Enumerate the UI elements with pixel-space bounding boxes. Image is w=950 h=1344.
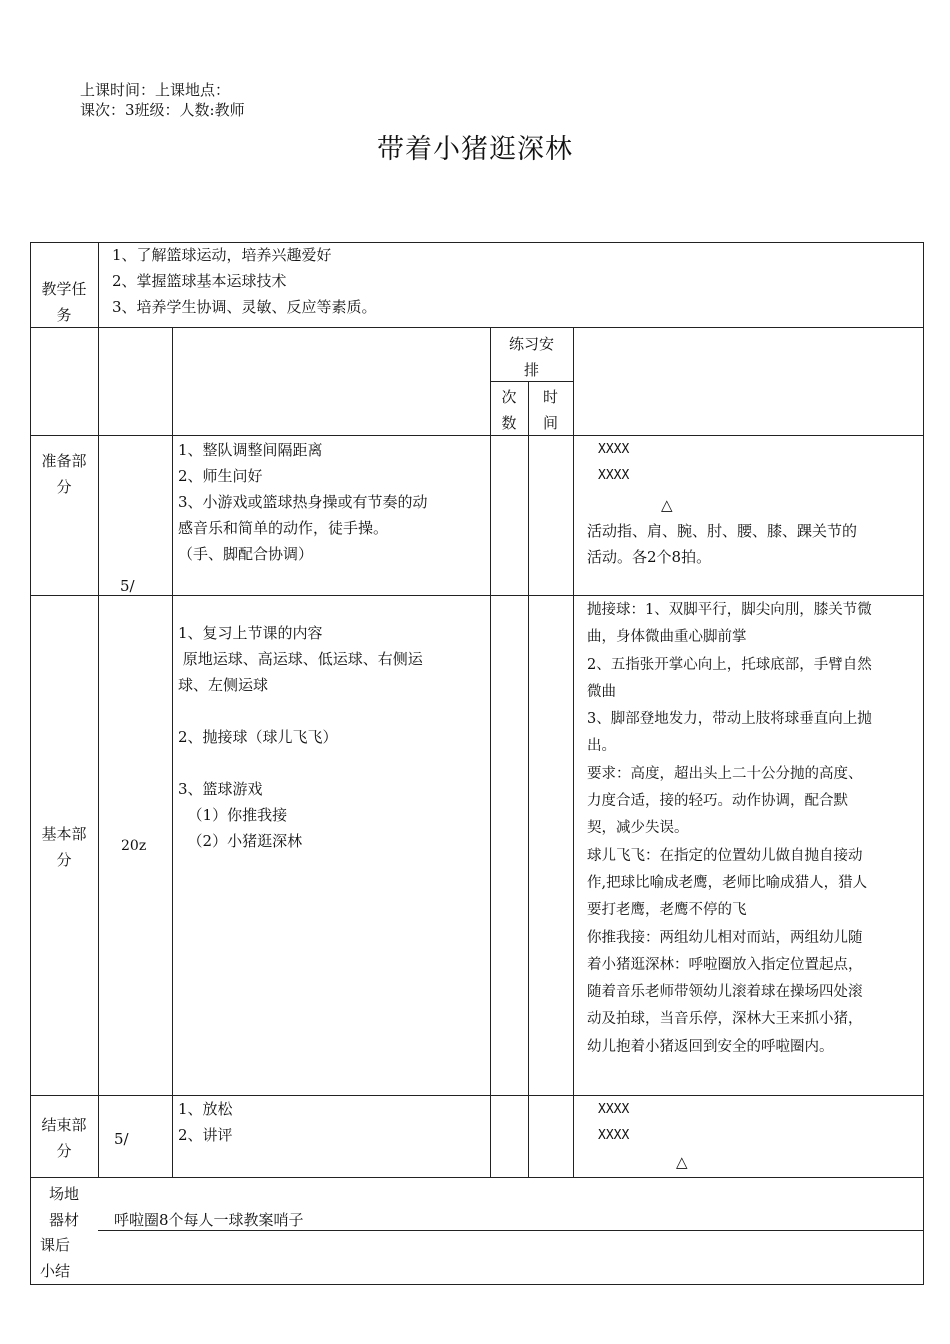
task-item: 3、培养学生协调、灵敏、反应等素质。 — [112, 298, 377, 316]
summary-label: 课后 小结 — [39, 1236, 70, 1280]
end-content: 1、放松 2、讲评 — [178, 1100, 233, 1144]
prep-formation: XXXX XXXX — [598, 442, 630, 483]
class-time-location: 上课时间：上课地点： — [80, 81, 231, 99]
page-title: 带着小猪逛深林 — [377, 134, 573, 165]
count-header: 次 数 — [501, 388, 517, 432]
teacher-triangle-icon: △ — [676, 1153, 688, 1171]
basic-label: 基本部 分 — [41, 825, 87, 869]
task-list — [112, 242, 377, 320]
task-label: 教学任 务 — [41, 280, 87, 324]
practice-arrangement-header: 练习安 排 — [508, 335, 554, 379]
prep-content: 1、整队调整间隔距离 2、师生问好 3、小游戏或篮球热身操或有节奏的动 感音乐和简单的动作，徒手操。 （手、脚配合协调） — [178, 441, 428, 563]
task-item: 2、掌握篮球基本运球技术 — [112, 272, 287, 290]
basic-duration: 20z — [121, 838, 147, 854]
basic-content: 1、复习上节课的内容 原地运球、高运球、低运球、右侧运 球、左侧运球 2、抛接球（球儿飞飞） 3、篮球游戏 （1）你推我接 （2）小猪逛深林 — [178, 624, 423, 850]
end-duration: 5/ — [114, 1130, 129, 1148]
equipment-value: 呼啦圈8个每人一球教案哨子 — [114, 1211, 304, 1229]
equipment-label: 场地 器材 — [48, 1185, 79, 1229]
basic-notes: 抛接球：1、双脚平行，脚尖向刖，膝关节微 曲，身体微曲重心脚前掌 2、五指张开掌心向上，托球底部，手臂自然 微曲 3、脚部登地发力，带动上肢将球垂直向上抛 出。 要求：高度，超出头上二十公分抛的高度、 力度合适，接的轻巧。动作协调，配合默 契，减少失误。 球儿飞飞：在指定的位置幼儿做自抛自接动 作,把球比喻成老鹰，老师比喻成猎人，猎人 要打老鹰，老鹰不停的飞 你推我接：两组幼儿相对而站，两组幼儿随 着小猪逛深林：呼啦圈放入指定位置起点， 随着音乐老师带领幼儿滚着球在操场四处滚 动及拍球，当音乐停，深林大王来抓小猪， 幼儿抱着小猪返回到安全的呼啦圈内。 — [587, 602, 872, 1055]
teacher-triangle-icon: △ — [661, 496, 673, 514]
prep-duration: 5/ — [120, 577, 135, 595]
end-formation: XXXX XXXX — [598, 1102, 630, 1143]
time-header: 时 间 — [542, 388, 558, 432]
prep-notes: 活动指、肩、腕、肘、腰、膝、踝关节的 活动。各2个8拍。 — [587, 522, 858, 566]
task-item: 1、了解篮球运动，培养兴趣爱好 — [112, 246, 332, 264]
prep-label: 准备部 分 — [41, 452, 87, 496]
class-info: 课次：3班级：人数:教师 — [80, 101, 245, 119]
end-label: 结束部 分 — [41, 1116, 87, 1160]
